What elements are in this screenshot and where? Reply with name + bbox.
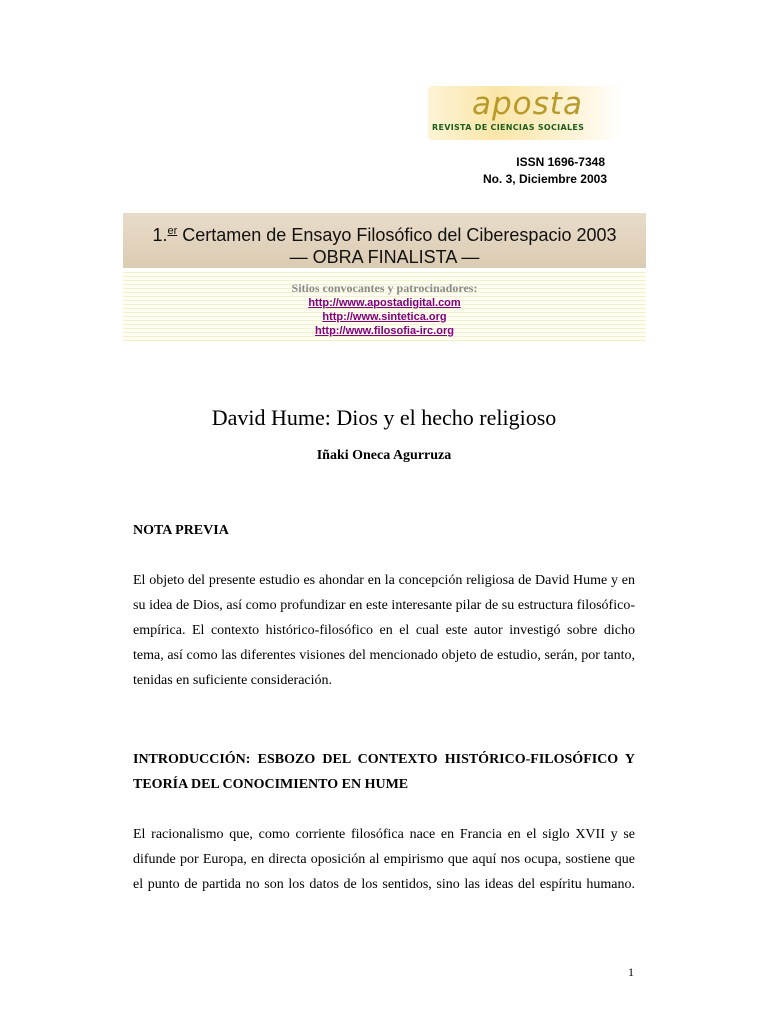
issn-number: ISSN 1696-7348	[516, 155, 605, 169]
contest-banner	[123, 213, 646, 268]
nota-previa-paragraph: El objeto del presente estudio es ahondar en la concepción religiosa de David Hume y en su idea de Dios, así como profundizar en este interesante pilar de su estructura filosófico-empírica. El contexto histórico-filosófico en el cual este autor investigó sobre dicho tema, así como las diferentes visiones del mencionado objeto de estudio, serán, por tanto, tenidas en suficiente consideración.	[133, 573, 635, 688]
logo-wordmark: aposta	[472, 86, 583, 122]
introduction-heading: INTRODUCCIÓN: ESBOZO DEL CONTEXTO HISTÓRICO-FILOSÓFICO Y TEORÍA DEL CONOCIMIENTO EN HUME	[133, 752, 635, 792]
aposta-logo	[428, 86, 622, 140]
banner-line-2: — OBRA FINALISTA —	[289, 247, 480, 267]
sponsors-title: Sitios convocantes y patrocinadores:	[291, 281, 478, 295]
banner-contest-name: Certamen de Ensayo Filosófico del Ciberespacio 2003	[177, 225, 617, 245]
banner-line-1	[123, 220, 646, 246]
logo-subtitle: REVISTA DE CIENCIAS SOCIALES	[432, 123, 585, 132]
introduction-paragraph: El racionalismo que, como corriente filosófica nace en Francia en el siglo XVII y se difunde por Europa, en directa oposición al empirismo que aquí nos ocupa, sostiene que el punto de partida no son los datos de los sentidos, sino las ideas del espíritu humano.	[133, 827, 635, 892]
issn-block	[483, 154, 607, 188]
sponsor-link-apostadigital[interactable]: http://www.apostadigital.com	[308, 297, 461, 309]
article-title: David Hume: Dios y el hecho religioso	[211, 405, 557, 430]
sponsor-link-filosofia-irc[interactable]: http://www.filosofia-irc.org	[315, 325, 454, 337]
banner-ordinal-sup: er	[167, 225, 178, 237]
page-number: 1	[628, 965, 634, 979]
nota-previa-heading: NOTA PREVIA	[133, 523, 229, 538]
article-author: Iñaki Oneca Agurruza	[316, 448, 452, 463]
sponsors-box	[123, 272, 646, 342]
banner-ordinal: 1.	[152, 225, 168, 245]
sponsor-link-sintetica[interactable]: http://www.sintetica.org	[322, 311, 447, 323]
issue-date: No. 3, Diciembre 2003	[482, 172, 607, 186]
